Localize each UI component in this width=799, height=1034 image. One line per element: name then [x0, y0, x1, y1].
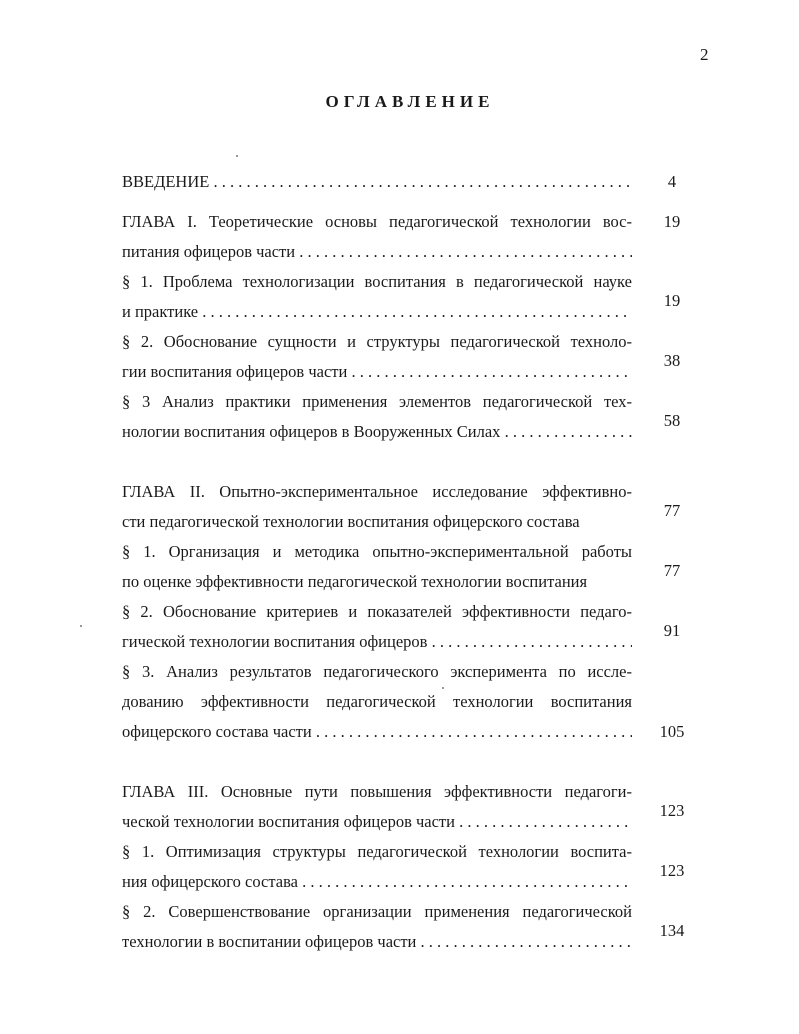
toc-line: гической технологии воспитания офицеров . . . — [122, 632, 632, 652]
toc-page-number: 77 — [663, 501, 681, 520]
toc-line: нологии воспитания офицеров в Вооруженных Силах . . . — [122, 422, 632, 442]
toc-line: § 2. Совершенствование организации применения педагогической — [122, 902, 632, 921]
toc-page-number: 105 — [659, 722, 685, 741]
scan-speck — [236, 155, 238, 157]
toc-page-number: 134 — [659, 921, 685, 940]
toc-line: дованию эффективности педагогической технологии воспитания — [122, 692, 632, 711]
toc-line: § 1. Оптимизация структуры педагогической технологии воспита- — [122, 842, 632, 861]
toc-page-number: 4 — [667, 172, 677, 191]
toc-line: офицерского состава части . . . — [122, 722, 632, 742]
toc-page-number: 123 — [659, 861, 685, 880]
page-number: 2 — [700, 45, 709, 64]
toc-line: технологии в воспитании офицеров части . . . — [122, 932, 632, 952]
toc-line: ГЛАВА I. Теоретические основы педагогической технологии вос- — [122, 212, 632, 231]
toc-line: § 2. Обоснование критериев и показателей эффективности педаго- — [122, 602, 632, 621]
toc-page-number: 77 — [663, 561, 681, 580]
toc-line: по оценке эффективности педагогической технологии воспитания — [122, 572, 588, 591]
toc-page-number: 19 — [663, 291, 681, 310]
toc-line: ВВЕДЕНИЕ . . . — [122, 172, 632, 192]
toc-page-number: 123 — [659, 801, 685, 820]
toc-page-number: 91 — [663, 621, 681, 640]
scan-speck — [80, 625, 82, 627]
toc-line: ния офицерского состава . . . — [122, 872, 632, 892]
toc-page-number: 58 — [663, 411, 681, 430]
toc-line: § 3 Анализ практики применения элементов педагогической тех- — [122, 392, 632, 411]
toc-line: ческой технологии воспитания офицеров части . . . — [122, 812, 632, 832]
toc-line: питания офицеров части . . . — [122, 242, 632, 262]
toc-line: сти педагогической технологии воспитания офицерского состава — [122, 512, 580, 531]
toc-line: ГЛАВА II. Опытно-экспериментальное исследование эффективно- — [122, 482, 632, 501]
scan-speck — [442, 687, 444, 689]
toc-page-number: 38 — [663, 351, 681, 370]
toc-line: § 3. Анализ результатов педагогического эксперимента по иссле- — [122, 662, 632, 681]
toc-line: § 1. Организация и методика опытно-экспериментальной работы — [122, 542, 632, 561]
page-title: ОГЛАВЛЕНИЕ — [325, 92, 495, 111]
toc-line: гии воспитания офицеров части . . . — [122, 362, 632, 382]
toc-page-number: 19 — [663, 212, 681, 231]
toc-line: § 2. Обоснование сущности и структуры педагогической техноло- — [122, 332, 632, 351]
toc-line: § 1. Проблема технологизации воспитания в педагогической науке — [122, 272, 632, 291]
toc-line: ГЛАВА III. Основные пути повышения эффективности педагоги- — [122, 782, 632, 801]
toc-line: и практике . . . — [122, 302, 632, 322]
